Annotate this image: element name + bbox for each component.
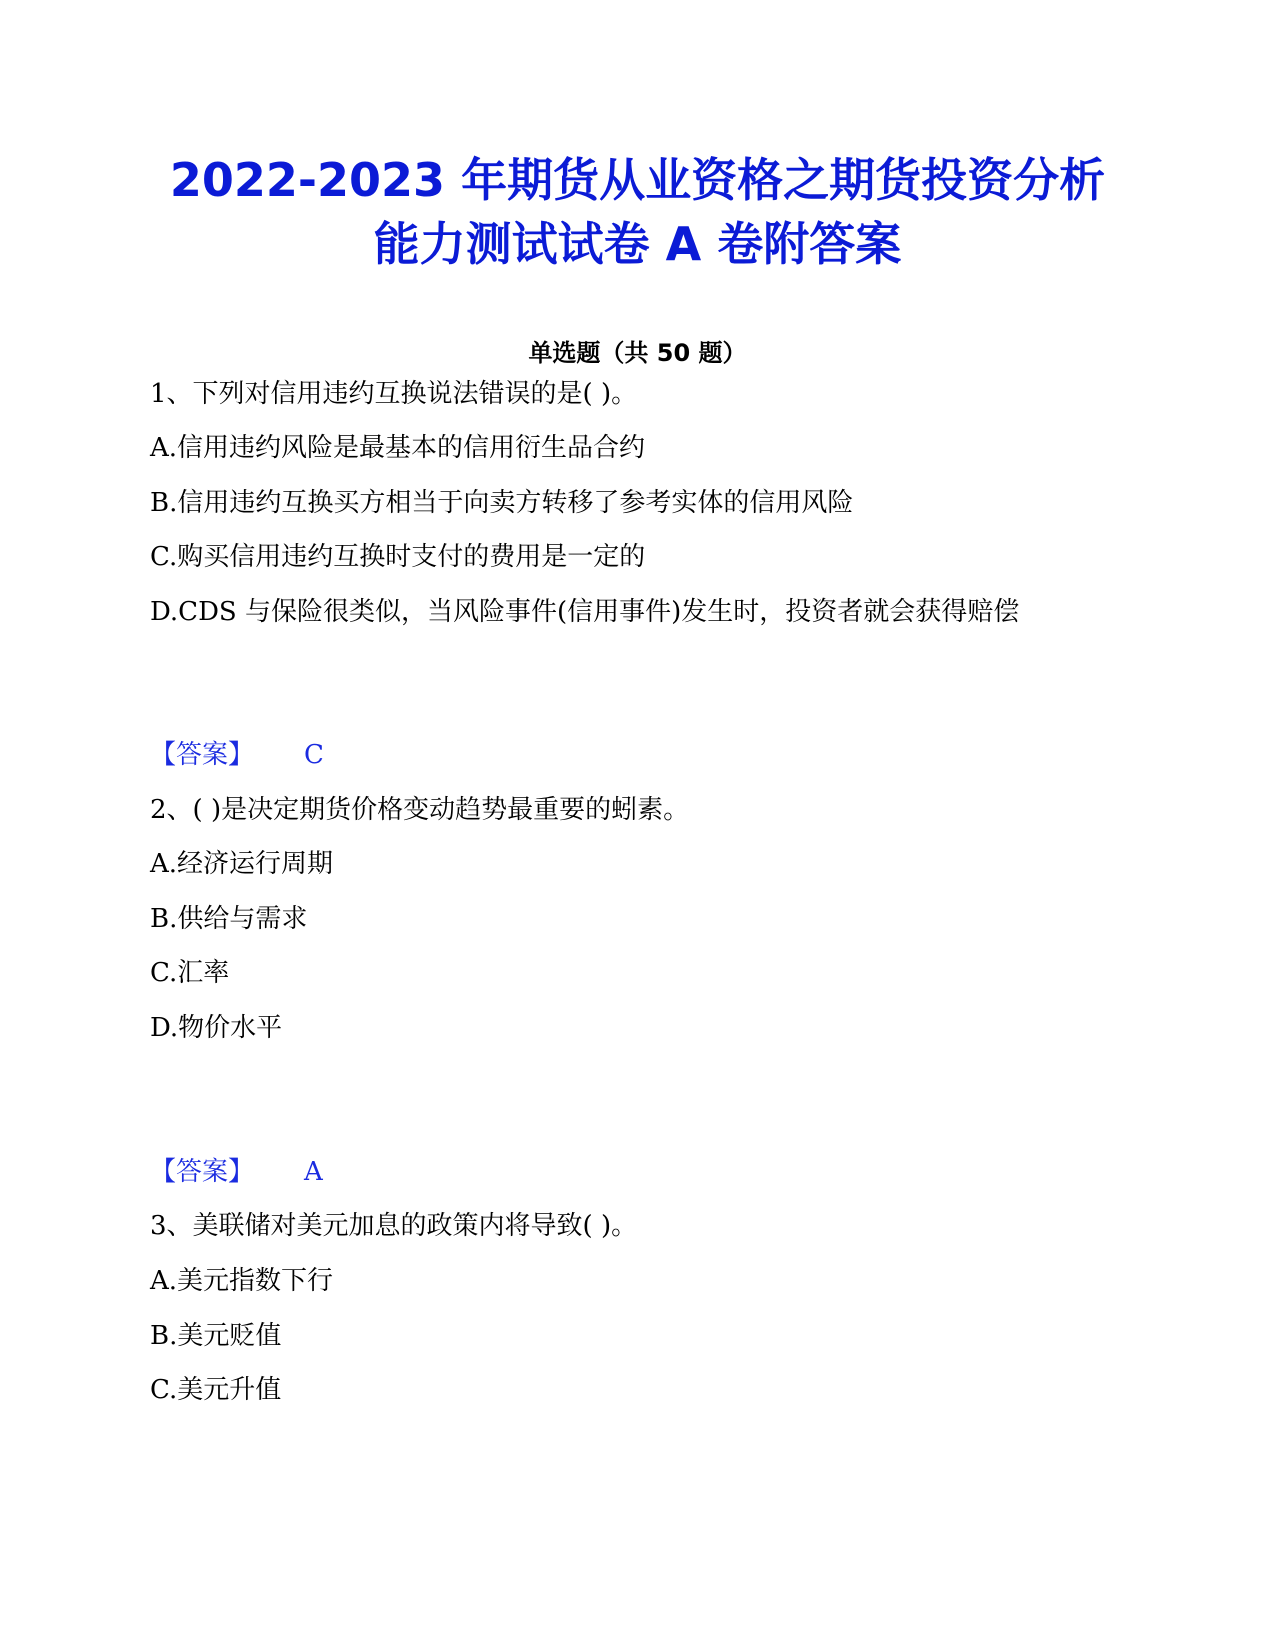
question-3-stem: 3、美联储对美元加息的政策内将导致( )。	[150, 1211, 638, 1241]
document-title	[0, 148, 1275, 276]
question-2-stem: 2、( )是决定期货价格变动趋势最重要的蚓素。	[150, 795, 690, 825]
section-heading: 单选题（共 50 题）	[528, 339, 747, 367]
question-3-option-c: C.美元升值	[150, 1375, 282, 1405]
question-1-option-a: A.信用违约风险是最基本的信用衍生品合约	[150, 433, 646, 463]
question-1-option-c: C.购买信用违约互换时支付的费用是一定的	[150, 542, 646, 572]
answer-value: A	[304, 1157, 323, 1187]
answer-value: C	[304, 740, 324, 770]
question-1-answer	[150, 737, 324, 773]
question-2-option-c: C.汇率	[150, 958, 230, 988]
question-3-option-a: A.美元指数下行	[150, 1266, 334, 1296]
question-2-option-d: D.物价水平	[150, 1013, 283, 1043]
title-line-2: 能力测试试卷 A 卷附答案	[373, 217, 902, 271]
title-line-1: 2022-2023 年期货从业资格之期货投资分析	[169, 153, 1106, 207]
question-2-option-a: A.经济运行周期	[150, 849, 334, 879]
answer-tag: 【答案】	[150, 740, 255, 770]
question-2-answer	[150, 1154, 323, 1190]
question-1-option-d: D.CDS 与保险很类似，当风险事件(信用事件)发生时，投资者就会获得赔偿	[150, 597, 1020, 627]
answer-tag: 【答案】	[150, 1157, 255, 1187]
question-1-option-b: B.信用违约互换买方相当于向卖方转移了参考实体的信用风险	[150, 488, 854, 518]
question-1-stem: 1、下列对信用违约互换说法错误的是( )。	[150, 379, 638, 409]
question-2-option-b: B.供给与需求	[150, 904, 308, 934]
question-3-option-b: B.美元贬值	[150, 1321, 282, 1351]
